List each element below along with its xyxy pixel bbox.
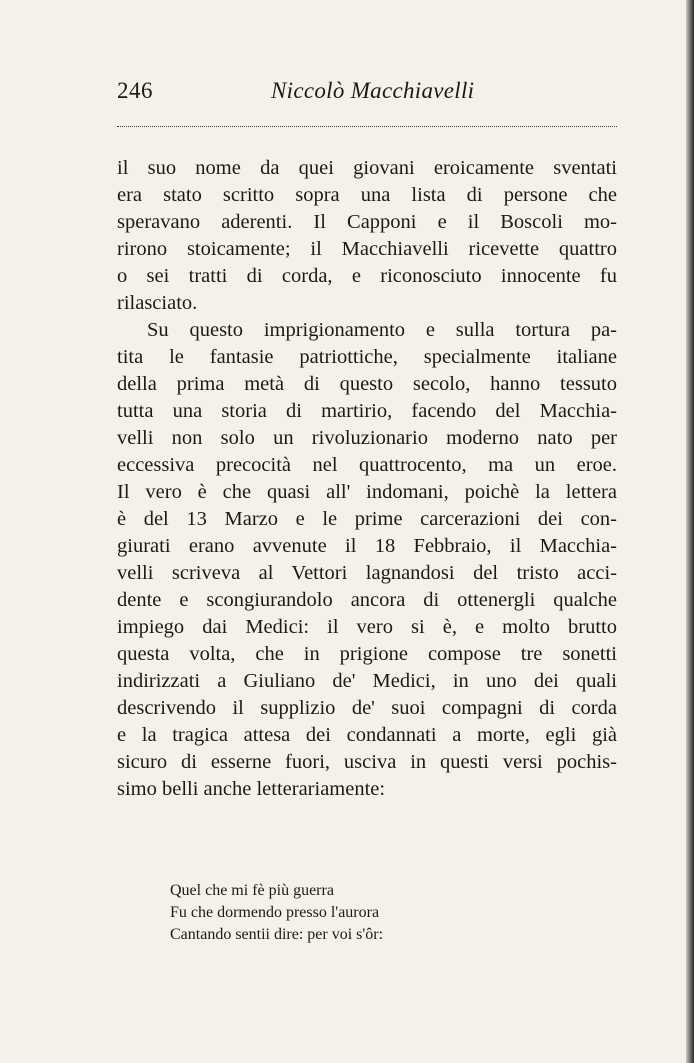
body-text: [117, 155, 617, 803]
text-line: indirizzati a Giuliano de' Medici, in uno dei quali: [117, 670, 617, 692]
verse-line: Cantando sentii dire: per voi s'ôr:: [170, 926, 384, 943]
paragraph-2: [117, 317, 617, 803]
verse-line: Quel che mi fè più guerra: [170, 882, 334, 899]
text-line: o sei tratti di corda, e riconosciuto innocente fu: [117, 265, 617, 287]
text-line: della prima metà di questo secolo, hanno tessuto: [117, 373, 617, 395]
text-line: Il vero è che quasi all' indomani, poichè la lettera: [117, 481, 617, 503]
text-line: Su questo imprigionamento e sulla tortura pa-: [147, 319, 617, 341]
header-rule: [117, 126, 617, 127]
text-line: e la tragica attesa dei condannati a morte, egli già: [117, 724, 617, 746]
text-line: descrivendo il supplizio de' suoi compagni di corda: [117, 697, 617, 719]
text-line: era stato scritto sopra una lista di persone che: [117, 184, 617, 206]
verse-line: Fu che dormendo presso l'aurora: [170, 904, 380, 921]
text-line: è del 13 Marzo e le prime carcerazioni dei con-: [117, 508, 617, 530]
text-line: sicuro di esserne fuori, usciva in questi versi pochis-: [117, 751, 617, 773]
text-line: velli non solo un rivoluzionario moderno nato per: [117, 427, 617, 449]
page-edge-shadow: [686, 0, 694, 1063]
text-line: tita le fantasie patriottiche, specialmente italiane: [117, 346, 617, 368]
paragraph-1: [117, 155, 617, 317]
text-line: giurati erano avvenute il 18 Febbraio, il Macchia-: [117, 535, 617, 557]
text-line: rilasciato.: [117, 292, 198, 314]
text-line: eccessiva precocità nel quattrocento, ma un eroe.: [117, 454, 617, 476]
text-line: simo belli anche letterariamente:: [117, 778, 386, 800]
running-title: Niccolò Macchiavelli: [271, 78, 475, 103]
text-line: rirono stoicamente; il Macchiavelli ricevette quattro: [117, 238, 617, 260]
text-line: speravano aderenti. Il Capponi e il Boscoli mo-: [117, 211, 617, 233]
text-line: velli scriveva al Vettori lagnandosi del tristo acci-: [117, 562, 617, 584]
page-number: 246: [117, 78, 153, 103]
text-line: impiego dai Medici: il vero si è, e molto brutto: [117, 616, 617, 638]
verse-quote: [170, 880, 470, 946]
text-line: tutta una storia di martirio, facendo del Macchia-: [117, 400, 617, 422]
text-line: il suo nome da quei giovani eroicamente sventati: [117, 157, 617, 179]
page-header: [117, 78, 617, 110]
text-line: dente e scongiurandolo ancora di ottenergli qualche: [117, 589, 617, 611]
text-line: questa volta, che in prigione compose tre sonetti: [117, 643, 617, 665]
